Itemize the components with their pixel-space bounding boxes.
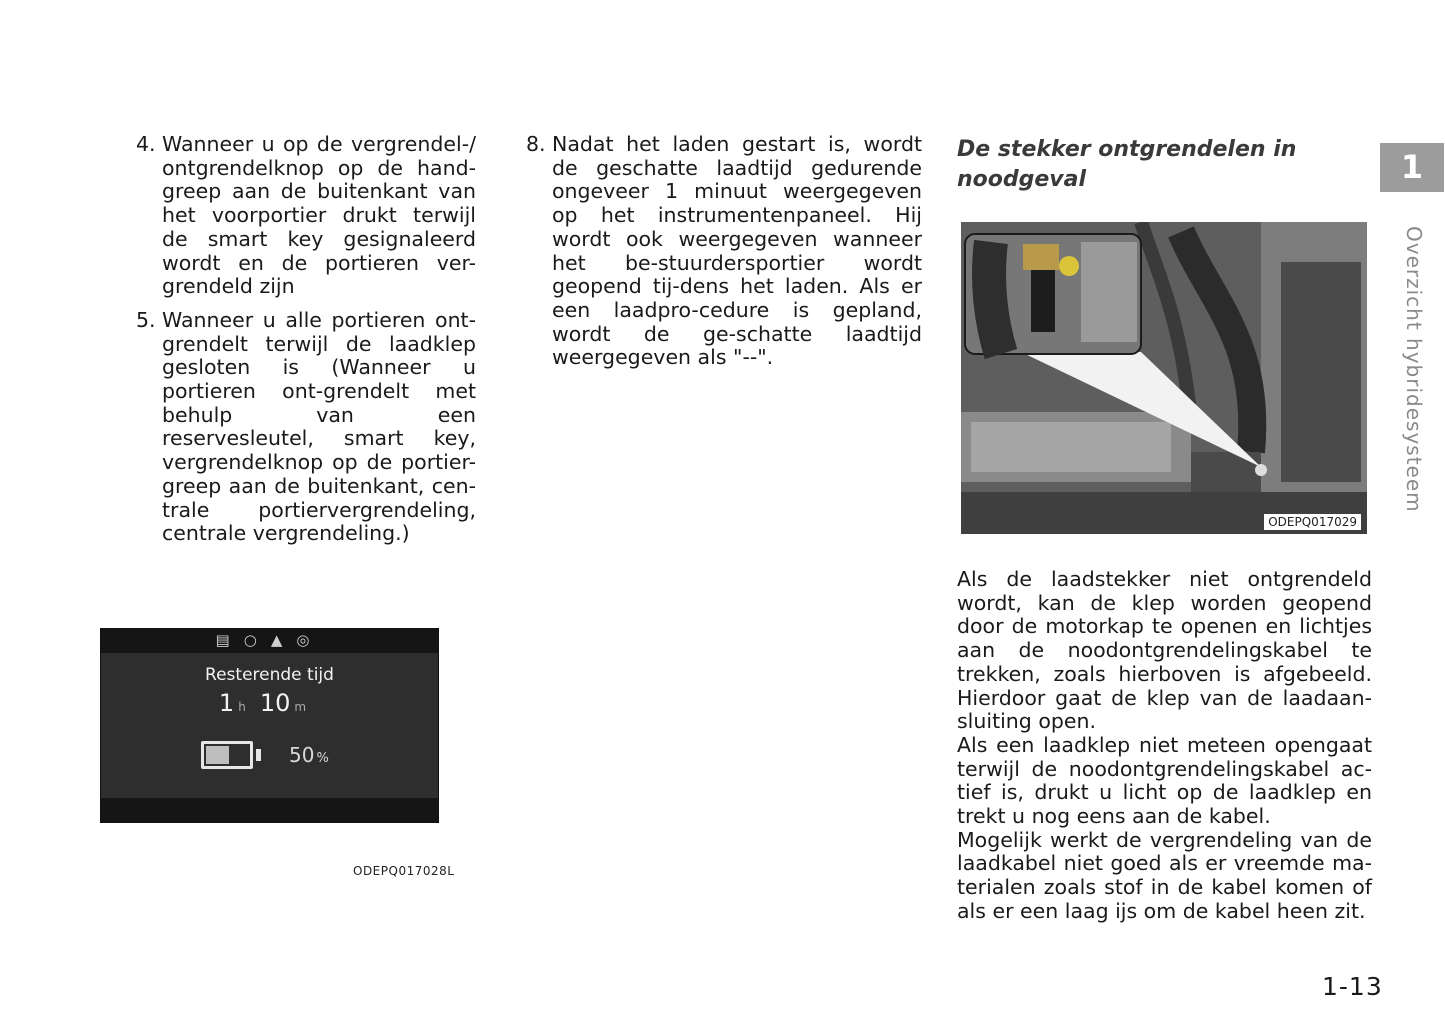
cluster-top-bar	[101, 629, 438, 653]
figure-code: ODEPQ017028L	[353, 864, 455, 878]
column-2	[526, 133, 922, 380]
section-heading: De stekker ontgrendelen in noodgeval	[957, 137, 1297, 192]
paragraph: Mogelijk werkt de vergrendeling van de laadkabel niet goed als er vreemde ma-terialen zoals stof in de kabel komen of als er een laag ijs om de kabel heen zit.	[957, 827, 1372, 923]
battery-tip	[256, 749, 261, 761]
battery-percent-value: 50	[289, 743, 315, 767]
list-number: 4.	[136, 132, 156, 156]
minutes-unit: m	[294, 700, 307, 714]
column-1	[136, 133, 476, 556]
remaining-time-value	[101, 689, 438, 717]
list-item	[136, 133, 476, 299]
page-number: 1-13	[1322, 972, 1383, 1001]
list-text: Nadat het laden gestart is, wordt de geschatte laadtijd gedurende ongeveer 1 minuut weergegeven op het instrumentenpaneel. Hij wordt ook weergegeven wanneer het be-stuurdersportier wordt geopend tij-dens het laden. Als er een laadpro-cedure is gepland, wordt de ge-schatte laadtijd weergegeven als "--".	[552, 132, 922, 370]
remaining-time-label: Resterende tijd	[205, 665, 334, 685]
engine-bay-photo	[961, 222, 1367, 534]
list-item	[136, 309, 476, 546]
battery-fill	[206, 746, 229, 764]
column-3-body	[957, 568, 1372, 924]
battery-percent-unit: %	[316, 751, 329, 766]
paragraph: Als een laadklep niet meteen opengaat terwijl de noodontgrendelingskabel ac-tief is, drukt u licht op de laadklep en trekt u nog eens aan de kabel.	[957, 732, 1372, 829]
hours-value: 1	[218, 689, 235, 717]
engine-bay-illustration	[961, 222, 1367, 534]
list-number: 5.	[136, 307, 156, 332]
gauge-icon: ○	[243, 631, 271, 649]
hours-unit: h	[238, 700, 246, 714]
paragraph: Als de laadstekker niet ontgrendeld wordt, kan de klep worden geopend door de motorkap te openen en lichtjes aan de noodontgrendelingskabel te trekken, zoals hierboven is afgebeeld. Hierdoor gaat de klep van de laadaan-sluiting open.	[957, 567, 1372, 734]
column-3	[957, 135, 1372, 195]
battery-icon	[201, 741, 253, 769]
car-icon: ▤	[215, 631, 244, 649]
list-text: Wanneer u alle portieren ont-grendelt terwijl de laadklep gesloten is (Wanneer u portieren ont-grendelt met behulp van een reservesleutel, smart key, vergrendelknop op de portier-greep aan de buitenkant, cen-trale portiervergrendeling, centrale vergrendeling.)	[162, 307, 476, 546]
cluster-display-figure	[100, 628, 439, 823]
minutes-value: 10	[259, 689, 291, 717]
cluster-status-icons	[101, 631, 438, 649]
list-text: Wanneer u op de vergrendel-/ ontgrendelknop op de hand-greep aan de buitenkant van het voorportier drukt terwijl de smart key gesignaleerd wordt en de portieren ver-grendeld zijn	[162, 132, 476, 299]
photo-code: ODEPQ017029	[1264, 514, 1361, 530]
road-icon: ▲	[270, 631, 297, 649]
battery-percent	[289, 743, 329, 767]
list-item	[526, 133, 922, 370]
chapter-tab: 1	[1380, 143, 1444, 192]
list-number: 8.	[526, 132, 546, 156]
settings-icon: ◎	[296, 631, 324, 649]
chapter-title-vertical: Overzicht hybridesysteem	[1402, 226, 1426, 513]
cluster-bottom-bar	[101, 798, 438, 822]
